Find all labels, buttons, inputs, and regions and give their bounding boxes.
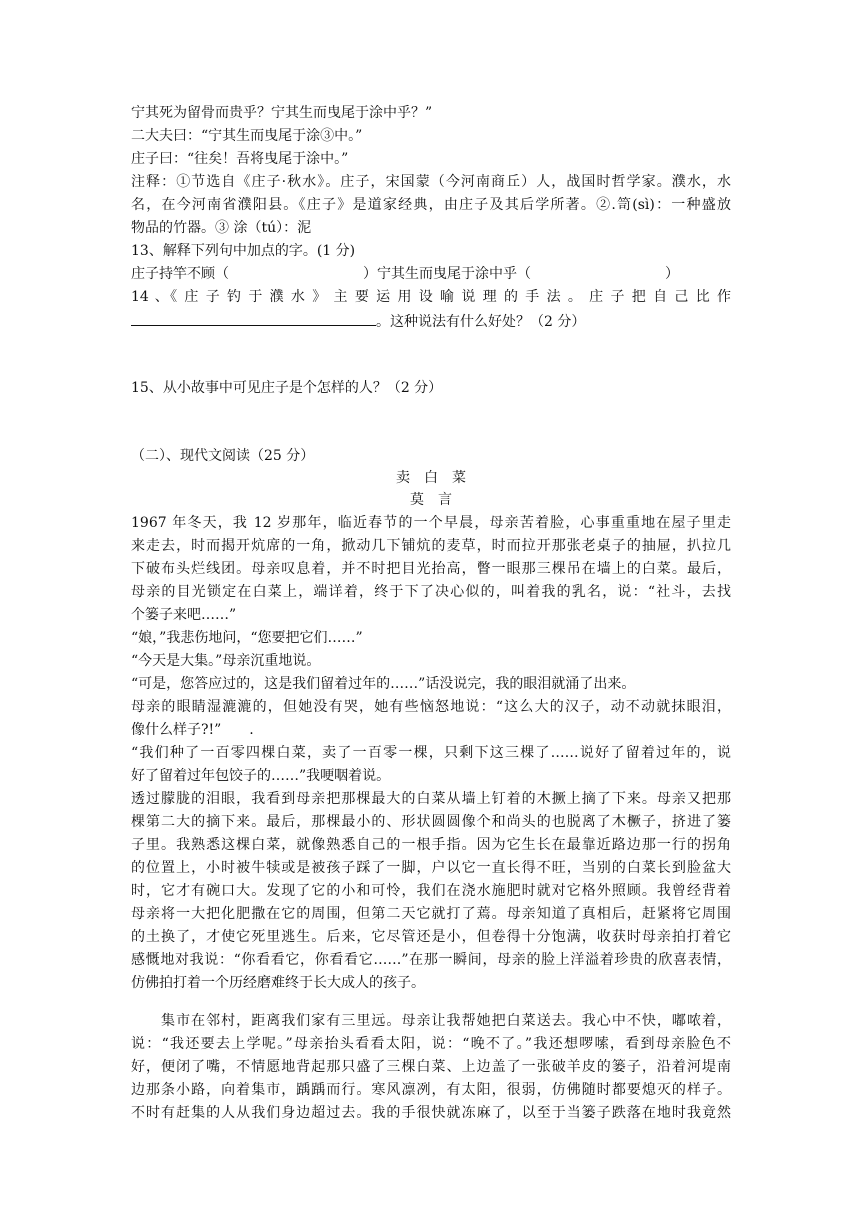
question-14: 14 、《 庄 子 钓 于 濮 水 》 主 要 运 用 设 喻 说 理 的 手 法 。 庄 子 把 自 己 比 作 xyxy=(131,289,731,305)
text-line: “娘，”我悲伤地问，“您要把它们……” xyxy=(131,630,363,646)
text-line: 好，便闭了嘴，不情愿地背起那只盛了三棵白菜、上边盖了一张破羊皮的篓子，沿着河堤南 xyxy=(131,1059,731,1075)
text-line: 名，在今河南省濮阳县。《庄子》是道家经典，由庄子及其后学所著。②.笥(sì)：一种盛放 xyxy=(131,197,731,213)
text-line: 注释：①节选自《庄子·秋水》。庄子，宋国蒙（今河南商丘）人，战国时哲学家。濮水，水 xyxy=(131,174,731,190)
question-13: 13、解释下列句中加点的字。(1 分) xyxy=(131,243,356,259)
text-line: 透过朦胧的泪眼，我看到母亲把那棵最大的白菜从墙上钉着的木撅上摘了下来。母亲又把那 xyxy=(131,791,731,807)
text-line: 感慨地对我说：“你看看它，你看看它……”在那一瞬间，母亲的脸上洋溢着珍贵的欣喜表情， xyxy=(131,952,731,968)
text-line: 母亲的目光锁定在白菜上，端详着，终于下了决心似的，叫着我的乳名，说：“社斗，去找 xyxy=(131,584,731,600)
text-line: 集市在邻村，距离我们家有三里远。母亲让我帮她把白菜送去。我心中不快，嘟哝着， xyxy=(131,1013,731,1029)
text-line: 不时有赶集的人从我们身边超过去。我的手很快就冻麻了，以至于当篓子跌落在地时我竟然 xyxy=(131,1105,731,1121)
question-14-followup: 。这种说法有什么好处？（2 分） xyxy=(376,314,586,330)
text-line: 的土换了，才使它死里逃生。后来，它尽管还是小，但卷得十分饱满，收获时母亲拍打着它 xyxy=(131,929,731,945)
text-line: 仿佛拍打着一个历经磨难终于长大成人的孩子。 xyxy=(131,975,425,991)
text-line: 宁其死为留骨而贵乎？宁其生而曳尾于涂中乎？” xyxy=(131,105,433,121)
text-line: 像什么样子?!” . xyxy=(131,722,254,738)
text-line: 时，它才有碗口大。发现了它的小和可怜，我们在浇水施肥时就对它格外照顾。我曾经背着 xyxy=(131,883,731,899)
article-author: 莫 言 xyxy=(410,492,452,508)
text-line: 来走去，时而揭开炕席的一角，掀动几下铺炕的麦草，时而拉开那张老桌子的抽屉，扒拉几 xyxy=(131,538,731,554)
text-line: 母亲将一大把化肥撒在它的周围，但第二天它就打了蔫。母亲知道了真相后，赶紧将它周围 xyxy=(131,906,731,922)
text-line: “可是，您答应过的，这是我们留着过年的……”话没说完，我的眼泪就涌了出来。 xyxy=(131,676,636,692)
text-line: “我们种了一百零四棵白菜，卖了一百零一棵，只剩下这三棵了……说好了留着过年的，说 xyxy=(131,745,731,761)
text-line: 的位置上，小时被牛犊或是被孩子踩了一脚，户以它一直长得不旺，当别的白菜长到脸盆大 xyxy=(131,860,731,876)
text-line: 边那条小路，向着集市，踽踽而行。寒风凛冽，有太阳，很弱，仿佛随时都要熄灭的样子。 xyxy=(131,1082,731,1098)
text-line: 庄子曰：“往矣！吾将曳尾于涂中。” xyxy=(131,151,349,167)
text-line: 1967 年冬天，我 12 岁那年，临近春节的一个早晨，母亲苦着脸，心事重重地在屋子里走 xyxy=(131,515,731,531)
section-heading: （二）、现代文阅读（25 分） xyxy=(131,448,315,464)
text-line: 物品的竹器。③ 涂（tú）：泥 xyxy=(131,220,312,236)
question-13-answer-line xyxy=(131,265,731,283)
text-line: 子里。我熟悉这棵白菜，就像熟悉自己的一根手指。因为它生长在最靠近路边那一行的拐角 xyxy=(131,837,731,853)
text-line: 说：“我还要去上学呢。”母亲抬头看看太阳，说：“晚不了。”我还想啰嗦，看到母亲脸色不 xyxy=(131,1036,731,1052)
text-line: 二大夫曰：“宁其生而曳尾于涂③中。” xyxy=(131,128,363,144)
question-14-answer-line xyxy=(131,311,731,331)
question-15: 15、从小故事中可见庄子是个怎样的人？（2 分） xyxy=(131,380,443,396)
answer-prompt-2: ）宁其生而曳尾于涂中乎（ xyxy=(363,266,531,282)
article-title: 卖 白 菜 xyxy=(396,470,466,486)
text-line: 个篓子来吧……” xyxy=(131,607,237,623)
text-line: 下破布头烂线团。母亲叹息着，并不时把目光抬高，瞥一眼那三棵吊在墙上的白菜。最后， xyxy=(131,561,731,577)
text-line: 好了留着过年包饺子的……”我哽咽着说。 xyxy=(131,768,391,784)
text-line: “今天是大集。”母亲沉重地说。 xyxy=(131,653,321,669)
text-line: 棵第二大的摘下来。最后，那棵最小的、形状圆圆像个和尚头的也脱离了木橛子，挤进了篓 xyxy=(131,814,731,830)
answer-underline[interactable] xyxy=(131,311,376,326)
text-line: 母亲的眼睛湿漉漉的，但她没有哭，她有些恼怒地说：“这么大的汉子，动不动就抹眼泪， xyxy=(131,699,731,715)
answer-close: ） xyxy=(665,266,679,282)
answer-prompt-1: 庄子持竿不顾（ xyxy=(131,266,229,282)
